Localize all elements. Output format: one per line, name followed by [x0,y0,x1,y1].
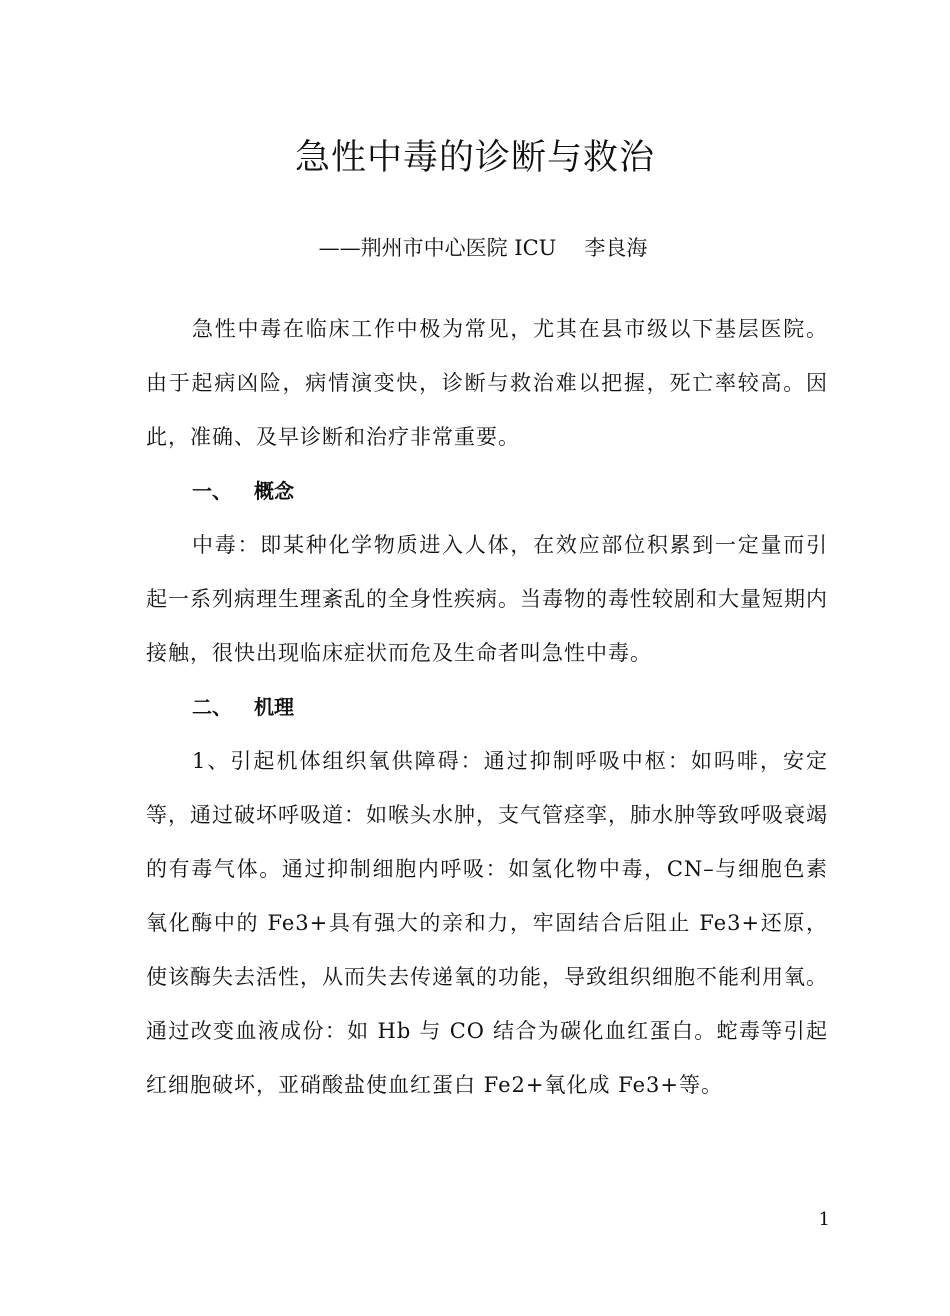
page-number: 1 [818,1209,830,1230]
intro-paragraph: 急性中毒在临床工作中极为常见，尤其在县市级以下基层医院。由于起病凶险，病情演变快，诊断与救治难以把握，死亡率较高。因此，准确、及早诊断和治疗非常重要。 [146,317,828,449]
byline-author: 李良海 [584,236,648,260]
section-title: 概念 [254,479,294,503]
mechanism-paragraph: 1、引起机体组织氧供障碍：通过抑制呼吸中枢：如吗啡，安定等，通过破坏呼吸道：如喉头水肿，支气管痉挛，肺水肿等致呼吸衰竭的有毒气体。通过抑制细胞内呼吸：如氢化物中毒，CN–与细胞色素氧化酶中的 Fe3+具有强大的亲和力，牢固结合后阻止 Fe3+还原，使该酶失去活性，从而失去传递氧的功能，导致组织细胞不能利用氧。通过改变血液成份：如 Hb 与 CO 结合为碳化血红蛋白。蛇毒等引起红细胞破坏，亚硝酸盐使血红蛋白 Fe2+氧化成 Fe3+等。 [146,749,828,1097]
section-heading-mechanism [146,680,828,734]
section-number: 二、 [192,695,232,719]
byline [0,230,950,266]
document-title: 急性中毒的诊断与救治 [294,138,655,178]
document-body [146,302,828,1112]
section-heading-concept [146,464,828,518]
byline-affiliation: ——荆州市中心医院 ICU [318,236,557,260]
section-number: 一、 [192,479,232,503]
section-title: 机理 [254,695,294,719]
concept-paragraph: 中毒：即某种化学物质进入人体，在效应部位积累到一定量而引起一系列病理生理紊乱的全身性疾病。当毒物的毒性较剧和大量短期内接触，很快出现临床症状而危及生命者叫急性中毒。 [146,533,828,665]
